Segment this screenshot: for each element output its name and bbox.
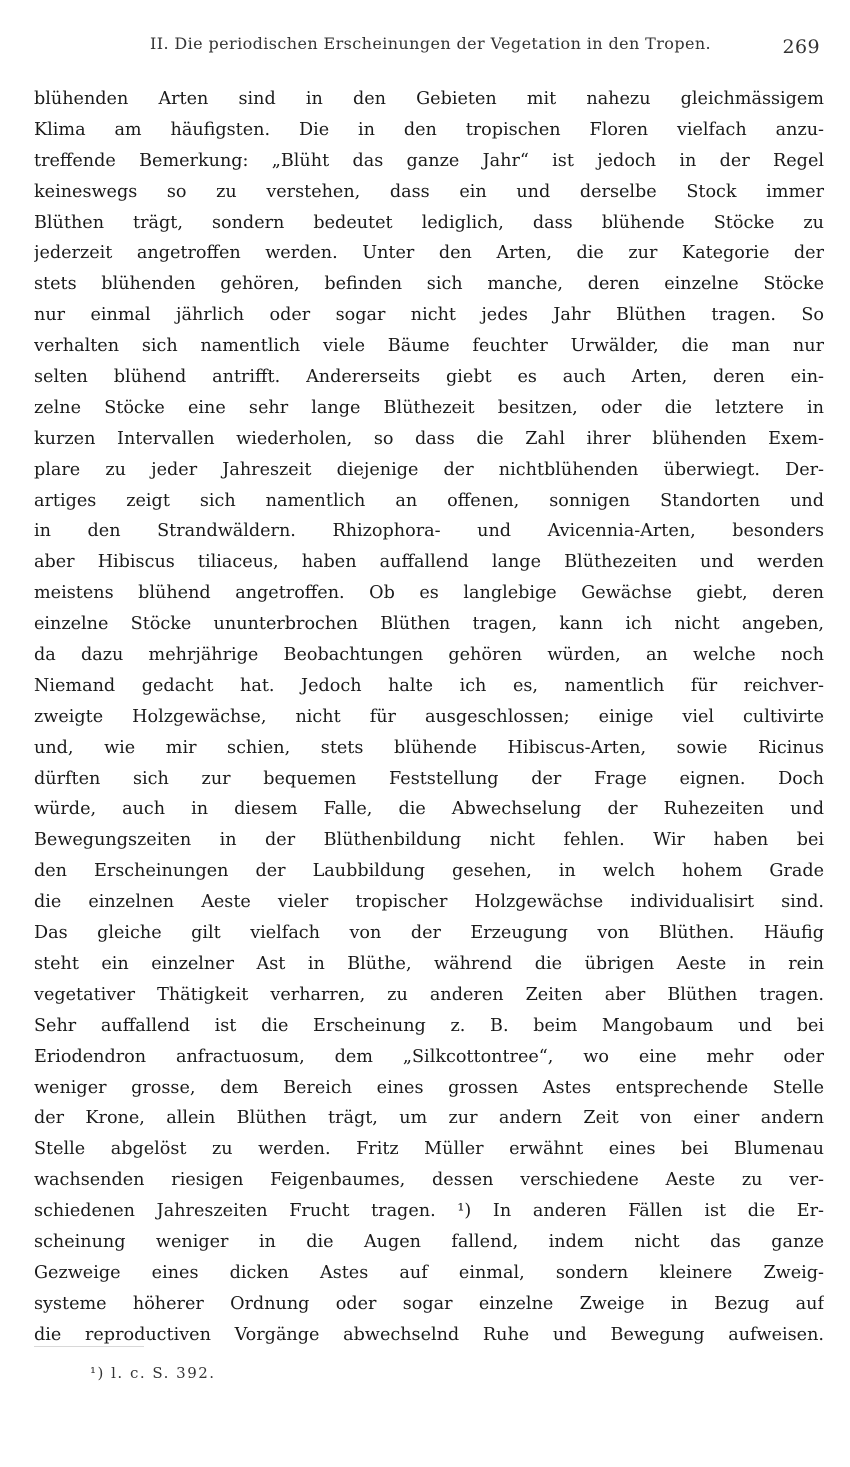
text-line: vegetativer Thätigkeit verharren, zu anderen Zeiten aber Blüthen tragen.	[34, 984, 824, 1005]
text-line: Eriodendron anfractuosum, dem „Silkcottontree“, wo eine mehr oder	[34, 1046, 824, 1067]
text-line: systeme höherer Ordnung oder sogar einzelne Zweige in Bezug auf	[34, 1293, 824, 1314]
text-line: Das gleiche gilt vielfach von der Erzeugung von Blüthen. Häufig	[34, 923, 824, 944]
text-line: in den Strandwäldern. Rhizophora- und Avicennia-Arten, besonders	[34, 521, 824, 542]
text-line: die reproductiven Vorgänge abwechselnd Ruhe und Bewegung aufweisen.	[34, 1324, 824, 1345]
text-line: treffende Bemerkung: „Blüht das ganze Jahr“ ist jedoch in der Regel	[34, 150, 824, 171]
text-line: und, wie mir schien, stets blühende Hibiscus-Arten, sowie Ricinus	[34, 737, 824, 758]
footnote: ¹) l. c. S. 392.	[90, 1364, 216, 1382]
text-line: steht ein einzelner Ast in Blüthe, während die übrigen Aeste in rein	[34, 953, 824, 974]
text-line: blühenden Arten sind in den Gebieten mit nahezu gleichmässigem	[34, 89, 824, 109]
text-line: der Krone, allein Blüthen trägt, um zur andern Zeit von einer andern	[34, 1108, 824, 1129]
text-line: wachsenden riesigen Feigenbaumes, dessen verschiedene Aeste zu ver-	[34, 1170, 824, 1191]
body-text	[34, 84, 824, 1351]
text-line: Stelle abgelöst zu werden. Fritz Müller erwähnt eines bei Blumenau	[34, 1139, 824, 1160]
text-line: meistens blühend angetroffen. Ob es langlebige Gewächse giebt, deren	[34, 583, 824, 604]
page-number: 269	[782, 36, 820, 58]
text-line: plare zu jeder Jahreszeit diejenige der nichtblühenden überwiegt. Der-	[34, 459, 824, 480]
text-line: stets blühenden gehören, befinden sich manche, deren einzelne Stöcke	[34, 274, 824, 295]
text-line: zweigte Holzgewächse, nicht für ausgeschlossen; einige viel cultivirte	[34, 706, 824, 727]
text-line: scheinung weniger in die Augen fallend, indem nicht das ganze	[34, 1231, 824, 1252]
text-line: da dazu mehrjährige Beobachtungen gehören würden, an welche noch	[34, 645, 824, 666]
text-line: zelne Stöcke eine sehr lange Blüthezeit besitzen, oder die letztere in	[34, 397, 824, 418]
text-line: den Erscheinungen der Laubbildung gesehen, in welch hohem Grade	[34, 861, 824, 882]
text-line: keineswegs so zu verstehen, dass ein und derselbe Stock immer	[34, 181, 824, 202]
running-header	[150, 34, 820, 58]
text-line: verhalten sich namentlich viele Bäume feuchter Urwälder, die man nur	[34, 336, 824, 357]
text-line: Niemand gedacht hat. Jedoch halte ich es, namentlich für reichver-	[34, 675, 824, 696]
text-line: aber Hibiscus tiliaceus, haben auffallend lange Blüthezeiten und werden	[34, 552, 824, 573]
text-line: würde, auch in diesem Falle, die Abwechselung der Ruhezeiten und	[34, 799, 824, 820]
text-line: dürften sich zur bequemen Feststellung der Frage eignen. Doch	[34, 768, 824, 789]
footnote-rule	[34, 1346, 144, 1347]
text-line: artiges zeigt sich namentlich an offenen, sonnigen Standorten und	[34, 490, 824, 511]
text-line: Bewegungszeiten in der Blüthenbildung nicht fehlen. Wir haben bei	[34, 830, 824, 851]
text-line: schiedenen Jahreszeiten Frucht tragen. ¹) In anderen Fällen ist die Er-	[34, 1201, 824, 1222]
text-line: weniger grosse, dem Bereich eines grossen Astes entsprechende Stelle	[34, 1077, 824, 1098]
text-line: Klima am häufigsten. Die in den tropischen Floren vielfach anzu-	[34, 119, 824, 140]
text-line: jederzeit angetroffen werden. Unter den Arten, die zur Kategorie der	[34, 243, 824, 264]
text-line: einzelne Stöcke ununterbrochen Blüthen tragen, kann ich nicht angeben,	[34, 614, 824, 635]
text-line: kurzen Intervallen wiederholen, so dass die Zahl ihrer blühenden Exem-	[34, 428, 824, 449]
text-line: Blüthen trägt, sondern bedeutet lediglich, dass blühende Stöcke zu	[34, 212, 824, 233]
running-title: II. Die periodischen Erscheinungen der Vegetation in den Tropen.	[150, 34, 712, 53]
text-line: Sehr auffallend ist die Erscheinung z. B. beim Mangobaum und bei	[34, 1015, 824, 1036]
text-line: selten blühend antrifft. Andererseits giebt es auch Arten, deren ein-	[34, 367, 824, 388]
text-line: nur einmal jährlich oder sogar nicht jedes Jahr Blüthen tragen. So	[34, 305, 824, 326]
text-line: Gezweige eines dicken Astes auf einmal, sondern kleinere Zweig-	[34, 1262, 824, 1283]
text-line: die einzelnen Aeste vieler tropischer Holzgewächse individualisirt sind.	[34, 892, 824, 913]
